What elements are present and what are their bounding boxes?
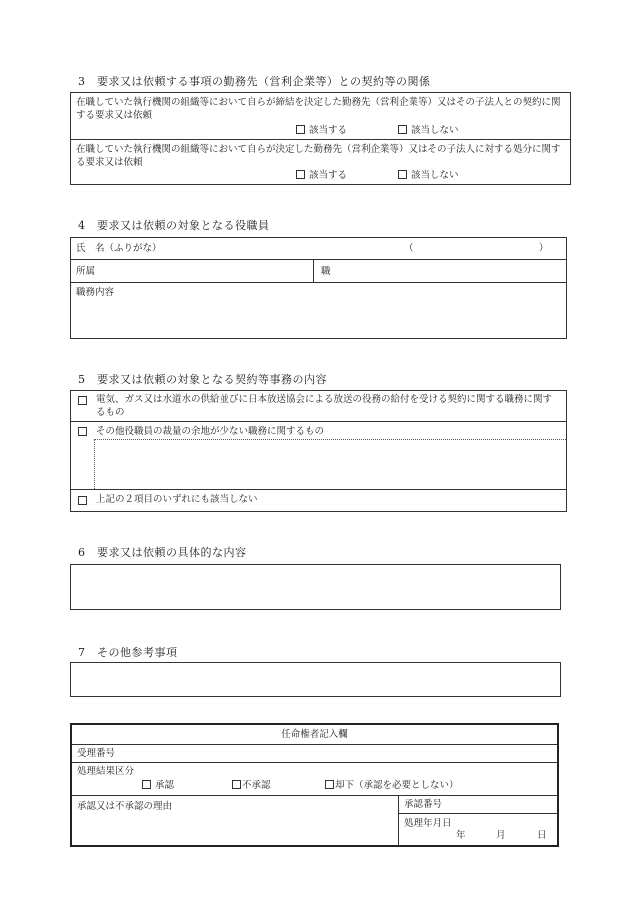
result-label: 処理結果区分 <box>77 766 135 777</box>
receipt-row <box>72 745 557 763</box>
section-4-table <box>70 237 567 339</box>
option-2-text: その他役職員の裁量の余地が少ない職務に関するもの <box>96 426 325 437</box>
section-3-table <box>70 92 571 185</box>
option-1-row <box>71 391 566 422</box>
affiliation-label: 所属 <box>76 266 96 277</box>
row-1-not-applies-option[interactable] <box>398 124 459 137</box>
approve-option[interactable] <box>142 779 174 792</box>
checkbox[interactable] <box>325 780 334 789</box>
disapprove-label: 不承認 <box>242 780 271 791</box>
authority-title-row <box>72 725 557 745</box>
reject-label: 却下（承認を必要としない） <box>335 780 459 791</box>
approve-label: 承認 <box>155 780 175 791</box>
section-3-row-1 <box>71 93 570 140</box>
row-2-applies-option[interactable] <box>296 169 347 182</box>
row-2-not-applies-option[interactable] <box>398 169 459 182</box>
option-3-text: 上記の２項目のいずれにも該当しない <box>96 494 258 505</box>
option-3-checkbox[interactable] <box>78 496 87 505</box>
not-applies-label: 該当しない <box>411 170 459 181</box>
checkbox[interactable] <box>296 125 305 134</box>
section-6-field[interactable] <box>70 564 561 610</box>
option-2-checkbox[interactable] <box>78 427 87 436</box>
affiliation-divider <box>313 260 314 282</box>
checkbox[interactable] <box>296 170 305 179</box>
month-label: 月 <box>496 830 506 841</box>
reason-label: 承認又は不承認の理由 <box>77 801 173 812</box>
approval-no-cell <box>399 796 557 814</box>
applies-label: 該当する <box>309 125 348 136</box>
section-5-table <box>70 390 567 512</box>
receipt-label: 受理番号 <box>77 748 116 759</box>
duties-label: 職務内容 <box>76 287 115 298</box>
date-label: 処理年月日 <box>404 818 452 829</box>
position-label: 職 <box>321 266 331 277</box>
section-4-heading: 4 要求又は依頼の対象となる役職員 <box>78 219 270 232</box>
reject-option[interactable] <box>325 779 459 792</box>
affiliation-row <box>71 260 566 283</box>
name-label: 氏 名（ふりがな） <box>76 243 162 254</box>
row-1-applies-option[interactable] <box>296 124 347 137</box>
disapprove-option[interactable] <box>232 779 271 792</box>
checkbox[interactable] <box>142 780 151 789</box>
not-applies-label: 該当しない <box>411 125 459 136</box>
row-2-text: 在職していた執行機関の組織等において自らが決定した勤務先（営利企業等）又はその子法人に対する処分に関する要求又は依頼 <box>76 144 561 168</box>
option-1-text: 電気、ガス又は水道水の供給並びに日本放送協会による放送の役務の給付を受ける契約に関する職務に関するもの <box>96 394 553 418</box>
approval-no-label: 承認番号 <box>404 799 443 810</box>
section-5-heading: 5 要求又は依頼の対象となる契約等事務の内容 <box>78 373 327 386</box>
row-1-text: 在職していた執行機関の組織等において自らが締結を決定した勤務先（営利企業等）又はその子法人との契約に関する要求又は依頼 <box>76 97 561 121</box>
paren-open: （ <box>404 243 414 254</box>
option-2-row <box>71 422 566 490</box>
authority-title: 任命権者記入欄 <box>281 729 348 740</box>
section-6-heading: 6 要求又は依頼の具体的な内容 <box>78 546 247 559</box>
authority-section <box>70 723 559 847</box>
option-2-detail-field[interactable] <box>94 439 566 489</box>
applies-label: 該当する <box>309 170 348 181</box>
paren-close: ） <box>539 243 549 254</box>
section-3-heading: 3 要求又は依頼する事項の勤務先（営利企業等）との契約等の関係 <box>78 75 431 88</box>
result-row <box>72 763 557 796</box>
section-7-field[interactable] <box>70 662 561 697</box>
day-label: 日 <box>537 830 547 841</box>
checkbox[interactable] <box>398 125 407 134</box>
year-label: 年 <box>456 830 466 841</box>
name-row <box>71 238 566 260</box>
checkbox[interactable] <box>398 170 407 179</box>
option-1-checkbox[interactable] <box>78 396 87 405</box>
checkbox[interactable] <box>232 780 241 789</box>
section-7-heading: 7 その他参考事項 <box>78 646 178 659</box>
